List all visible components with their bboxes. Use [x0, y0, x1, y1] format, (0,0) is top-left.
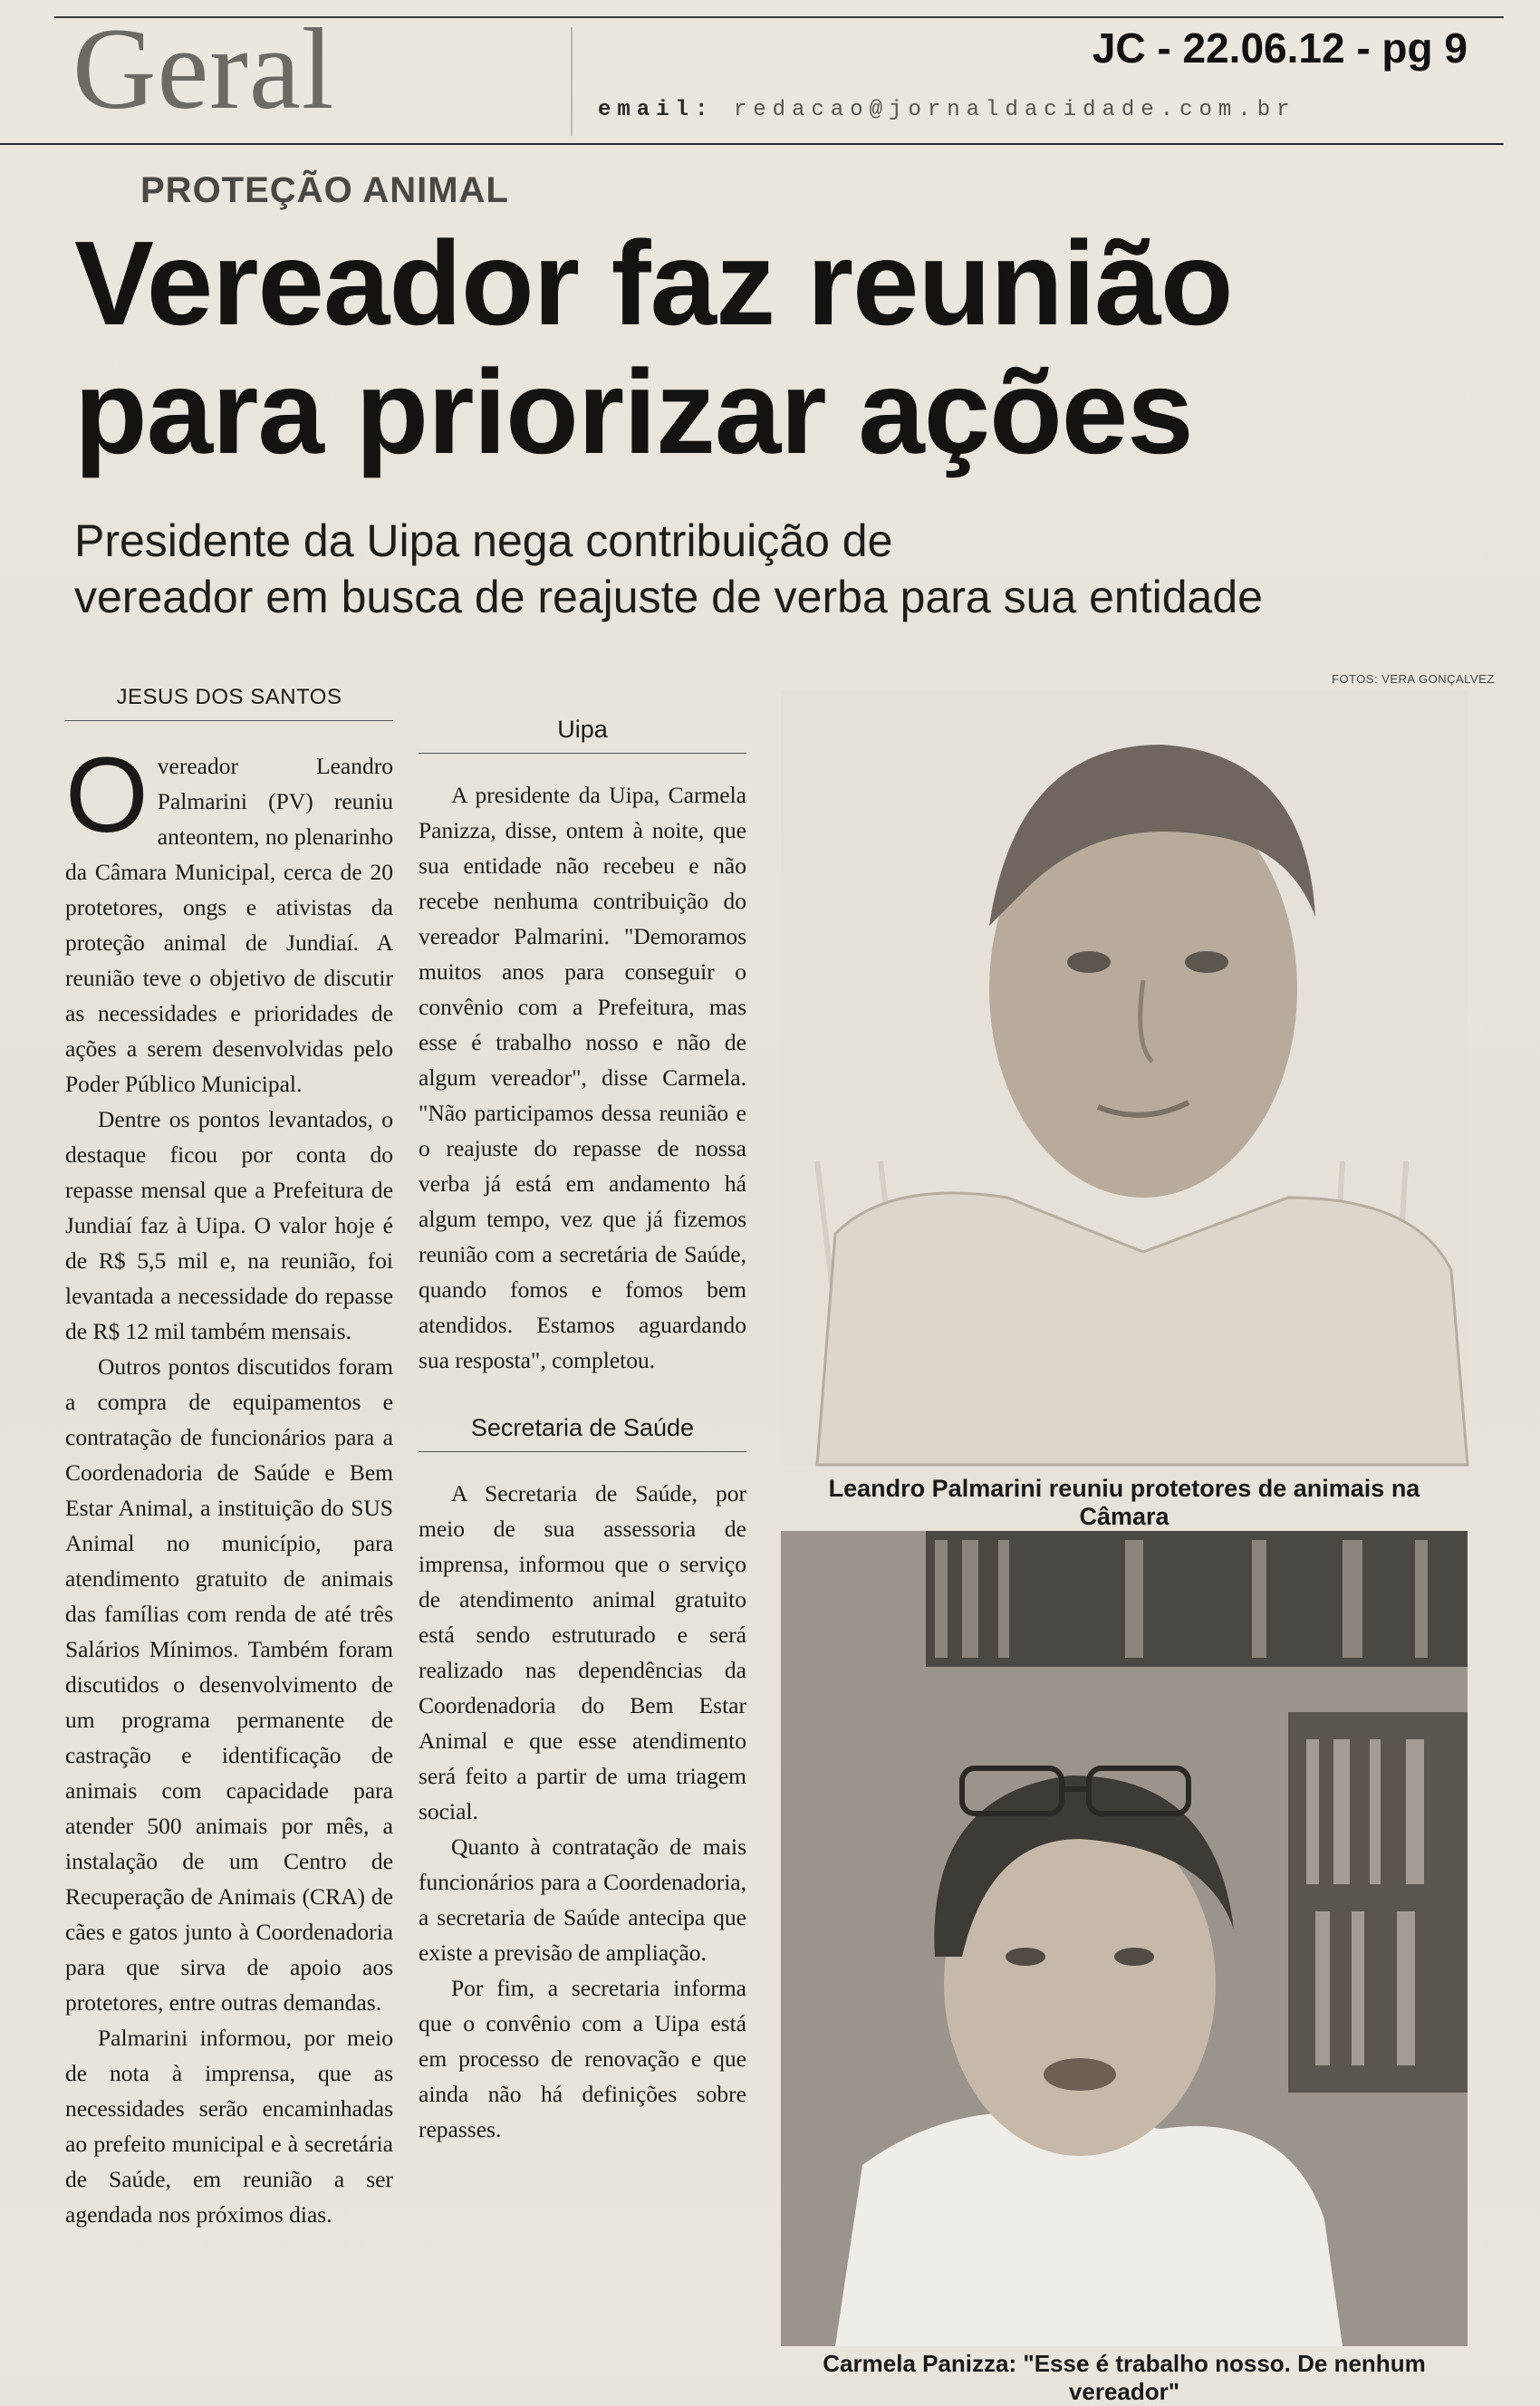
photo-credit: FOTOS: VERA GONÇALVEZ	[1332, 672, 1495, 686]
portrait-woman-illustration	[781, 1531, 1468, 2346]
page-header	[0, 0, 1504, 145]
paragraph-8: Por fim, a secretaria informa que o convênio com a Uipa está em processo de renovação e que ainda não há definições sobre repasses.	[419, 1975, 746, 2142]
email-row	[598, 98, 1296, 122]
article-subhead	[74, 513, 1433, 625]
section-name: Geral	[72, 5, 335, 133]
byline: JESUS DOS SANTOS	[65, 679, 393, 721]
article-kicker: PROTEÇÃO ANIMAL	[140, 170, 509, 210]
edition-info: JC - 22.06.12 - pg 9	[1092, 24, 1468, 72]
email-address: redacao@jornaldacidade.com.br	[733, 98, 1296, 122]
paragraph-1	[65, 736, 393, 1102]
photo-carmela-panizza	[781, 1531, 1468, 2346]
column-1	[65, 679, 393, 2232]
portrait-man-illustration	[781, 690, 1468, 1465]
subhead-line-2: vereador em busca de reajuste de verba para sua entidade	[74, 572, 1263, 622]
subhead-line-1: Presidente da Uipa nega contribuição de	[74, 515, 893, 566]
column-2	[419, 679, 746, 2147]
paragraph-5: A presidente da Uipa, Carmela Panizza, disse, ontem à noite, que sua entidade não recebeu e não recebe nenhuma contribuição do vereador Palmarini. "Demoramos muitos anos para conseguir o convênio com a Prefeitura, mas esse é trabalho nosso e não de algum vereador", disse Carmela. "Não participamos dessa reunião e o reajuste do repasse de nossa verba já está em andamento há algum tempo, vez que já fizemos reunião com a secretária de Saúde, quando fomos e fomos bem atendidos. Estamos aguardando sua resposta", completou.	[419, 782, 746, 1373]
photo-caption-1: Leandro Palmarini reuniu protetores de animais na Câmara	[828, 1475, 1420, 1530]
paragraph-3: Outros pontos discutidos foram a compra de equipamentos e contratação de funcionários para a Coordenadoria de Saúde e Bem Estar Animal, a instituição do SUS Animal no município, para atendimento gratuito de animais das famílias com renda de até três Salários Mínimos. Também foram discutidos o desenvolvimento de um programa permanente de castração e identificação de animais com capacidade para atender 500 animais por mês, a instalação de um Centro de Recuperação de Animais (CRA) de cães e gatos junto à Coordenadoria para que sirva de apoio aos protetores, entre outras demandas.	[65, 1353, 393, 2016]
photo-caption-2: Carmela Panizza: "Esse é trabalho nosso. De nenhum vereador"	[823, 2350, 1426, 2405]
article-headline	[74, 219, 1469, 476]
drop-cap: O	[65, 736, 149, 855]
section-title-saude: Secretaria de Saúde	[419, 1378, 746, 1452]
paragraph-2: Dentre os pontos levantados, o destaque ficou por conta do repasse mensal que a Prefeitura de Jundiaí faz à Uipa. O valor hoje é de R$ 5,5 mil e, na reunião, foi levantada a necessidade do repasse de R$ 12 mil também mensais.	[65, 1106, 393, 1344]
photo-leandro-palmarini	[781, 690, 1468, 1465]
paragraph-1-text: vereador Leandro Palmarini (PV) reuniu anteontem, no plenarinho da Câmara Municipal, cerca de 20 protetores, ongs e ativistas da proteção animal de Jundiaí. A reunião teve o objetivo de discutir as necessidades e prioridades de ações a serem desenvolvidas pelo Poder Público Municipal.	[65, 753, 393, 1097]
email-label: email:	[598, 98, 715, 122]
paragraph-6: A Secretaria de Saúde, por meio de sua assessoria de imprensa, informou que o serviço de atendimento animal gratuito está sendo estruturado e será realizado nas dependências da Coordenadoria do Bem Estar Animal e que esse atendimento será feito a partir de uma triagem social.	[419, 1480, 746, 1824]
headline-line-1: Vereador faz reunião	[74, 217, 1233, 350]
header-divider	[571, 27, 573, 136]
section-title-uipa: Uipa	[419, 679, 746, 754]
paragraph-7: Quanto à contratação de mais funcionários para a Coordenadoria, a secretaria de Saúde antecipa que existe a previsão de ampliação.	[419, 1833, 746, 1966]
headline-line-2: para priorizar ações	[74, 345, 1193, 478]
paragraph-4: Palmarini informou, por meio de nota à imprensa, que as necessidades serão encaminhadas ao prefeito municipal e à secretária de Saúde, em reunião a ser agendada nos próximos dias.	[65, 2025, 393, 2228]
